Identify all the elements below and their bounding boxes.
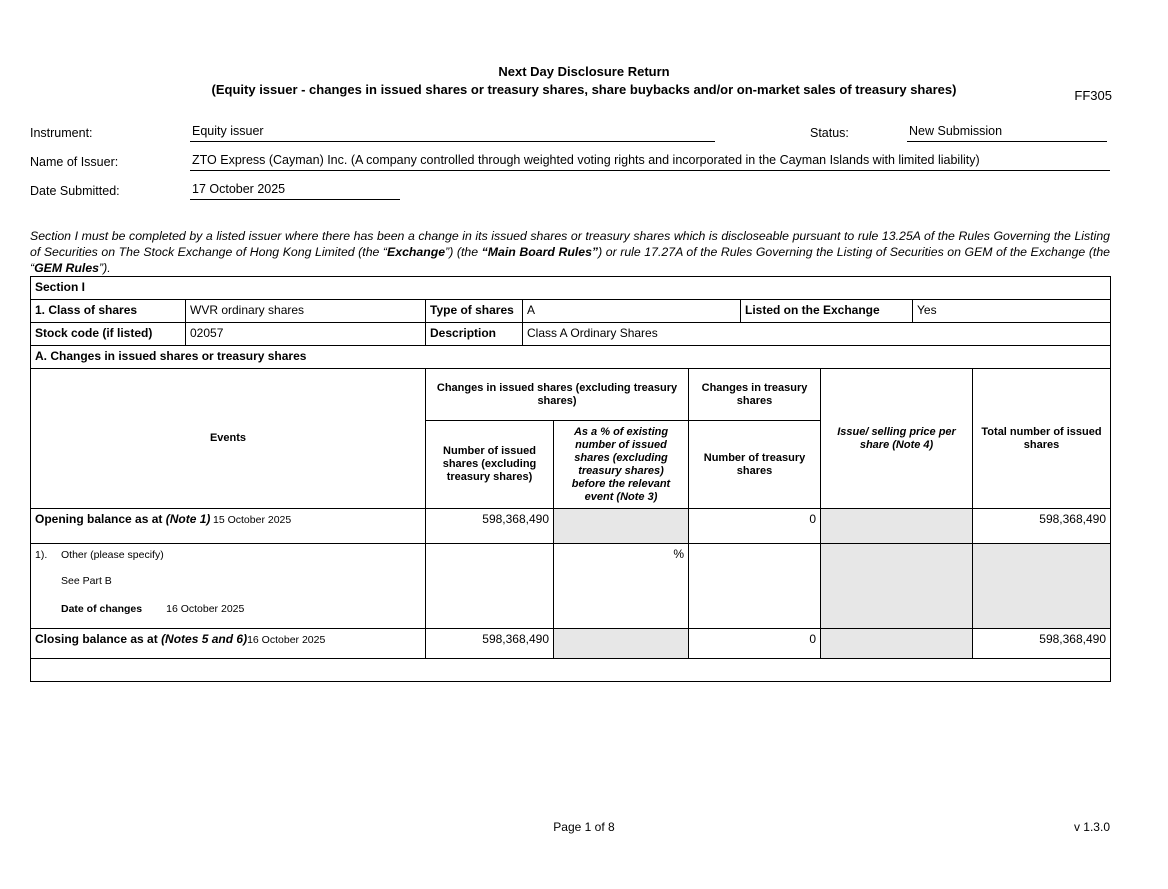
closing-balance-row [31,629,1111,659]
class-of-shares-label: 1. Class of shares [31,300,186,323]
table-header-row-1 [31,369,1111,421]
closing-balance-date: 16 October 2025 [247,634,326,646]
stock-code-value: 02057 [186,323,426,346]
type-of-shares-label: Type of shares [426,300,523,323]
closing-price-cell-shaded [821,629,973,659]
event-num-treasury-cell-empty [689,544,821,629]
version-label: v 1.3.0 [1073,820,1110,834]
total-column-header: Total number of issued shares [973,369,1111,509]
closing-balance-note: (Notes 5 and 6) [161,632,248,646]
form-code: FF305 [1074,88,1112,103]
date-submitted-row [30,180,1110,200]
event-detail: See Part B [61,575,112,587]
date-submitted-label: Date Submitted: [30,184,120,198]
event-date-line [61,601,421,615]
event-index: 1). [35,549,48,561]
group-header-treasury-shares: Changes in treasury shares [689,369,821,421]
event-percent-cell: % [554,544,689,629]
percent-column-header: As a % of existing number of issued shares (excluding treasury shares) before the relevant event (Note 3) [554,421,689,509]
num-treasury-column-header: Number of treasury shares [689,421,821,509]
status-label: Status: [810,126,849,140]
event-price-cell-shaded [821,544,973,629]
intro-exchange-term: Exchange [387,245,446,259]
group-header-issued-shares: Changes in issued shares (excluding treasury shares) [426,369,689,421]
document-page [0,64,1168,889]
event-total-cell-shaded [973,544,1111,629]
description-value: Class A Ordinary Shares [523,323,1111,346]
listed-on-exchange-value: Yes [913,300,1111,323]
part-a-header-row [31,346,1111,369]
opening-percent-cell-shaded [554,509,689,544]
closing-num-treasury-cell: 0 [689,629,821,659]
event-num-issued-cell-empty [426,544,554,629]
form-meta [30,122,1110,200]
opening-total-cell: 598,368,490 [973,509,1111,544]
event-description-cell [31,544,426,629]
closing-balance-label: Closing balance as at [35,632,158,646]
opening-balance-date: 15 October 2025 [213,514,292,526]
event-date-label: Date of changes [61,603,143,615]
page-number: Page 1 of 8 [553,820,615,834]
class-of-shares-row [31,300,1111,323]
type-of-shares-value: A [523,300,741,323]
document-title: Next Day Disclosure Return [498,64,670,79]
event-date-value: 16 October 2025 [166,603,245,615]
title-block [0,64,1168,98]
opening-balance-note: (Note 1) [165,512,211,526]
events-column-header: Events [31,369,426,509]
document-subtitle: (Equity issuer - changes in issued shares or treasury shares, share buybacks and/or on-market sales of treasury shares) [211,82,957,97]
intro-gem-rules-term: GEM Rules [34,261,100,275]
event-row [31,544,1111,629]
intro-main-board-rules-term: “Main Board Rules” [481,245,599,259]
opening-num-treasury-cell: 0 [689,509,821,544]
closing-balance-label-cell [31,629,426,659]
changes-table [30,368,1111,682]
price-column-header: Issue/ selling price per share (Note 4) [821,369,973,509]
empty-row [31,659,1111,682]
num-issued-column-header: Number of issued shares (excluding treasury shares) [426,421,554,509]
part-a-title: A. Changes in issued shares or treasury shares [31,346,1111,369]
instrument-row [30,122,1110,142]
issuer-value: ZTO Express (Cayman) Inc. (A company controlled through weighted voting rights and incorporated in the Cayman Islands with limited liability) [190,153,1110,171]
opening-balance-label: Opening balance as at [35,512,163,526]
opening-num-issued-cell: 598,368,490 [426,509,554,544]
issuer-label: Name of Issuer: [30,155,119,169]
instrument-label: Instrument: [30,126,93,140]
empty-cell [31,659,1111,682]
stock-code-row [31,323,1111,346]
closing-percent-cell-shaded [554,629,689,659]
section1-info-table [30,276,1111,369]
section1-title: Section I [31,277,1111,300]
listed-on-exchange-label: Listed on the Exchange [741,300,913,323]
closing-num-issued-cell: 598,368,490 [426,629,554,659]
date-submitted-value: 17 October 2025 [190,182,400,200]
closing-total-cell: 598,368,490 [973,629,1111,659]
section1-header-row [31,277,1111,300]
description-label: Description [426,323,523,346]
instrument-value: Equity issuer [190,124,715,142]
opening-balance-label-cell [31,509,426,544]
event-label: Other (please specify) [61,549,164,561]
class-of-shares-value: WVR ordinary shares [186,300,426,323]
stock-code-label: Stock code (if listed) [31,323,186,346]
issuer-row [30,151,1110,171]
intro-paragraph: Section I must be completed by a listed issuer where there has been a change in its issued shares or treasury shares which is discloseable pursuant to rule 13.25A of the Rules Governing the Listing of Securities on The Stock Exchange of Hong Kong Limited (the “Exchange”) (the “Main Board Rules”) or rule 17.27A of the Rules Governing the Listing of Securities on GEM of the Exchange (the “GEM Rules”). [30,229,1111,275]
opening-balance-row [31,509,1111,544]
intro-text: Section I must be completed by a listed issuer where there has been a change in its issued shares or treasury shares which is discloseable pursuant to rule 13.25A of the Rules Governing the Listing of Securities on The Stock Exchange of Hong Kong Limited (the “ [30,229,1110,259]
opening-price-cell-shaded [821,509,973,544]
status-value: New Submission [907,124,1107,142]
